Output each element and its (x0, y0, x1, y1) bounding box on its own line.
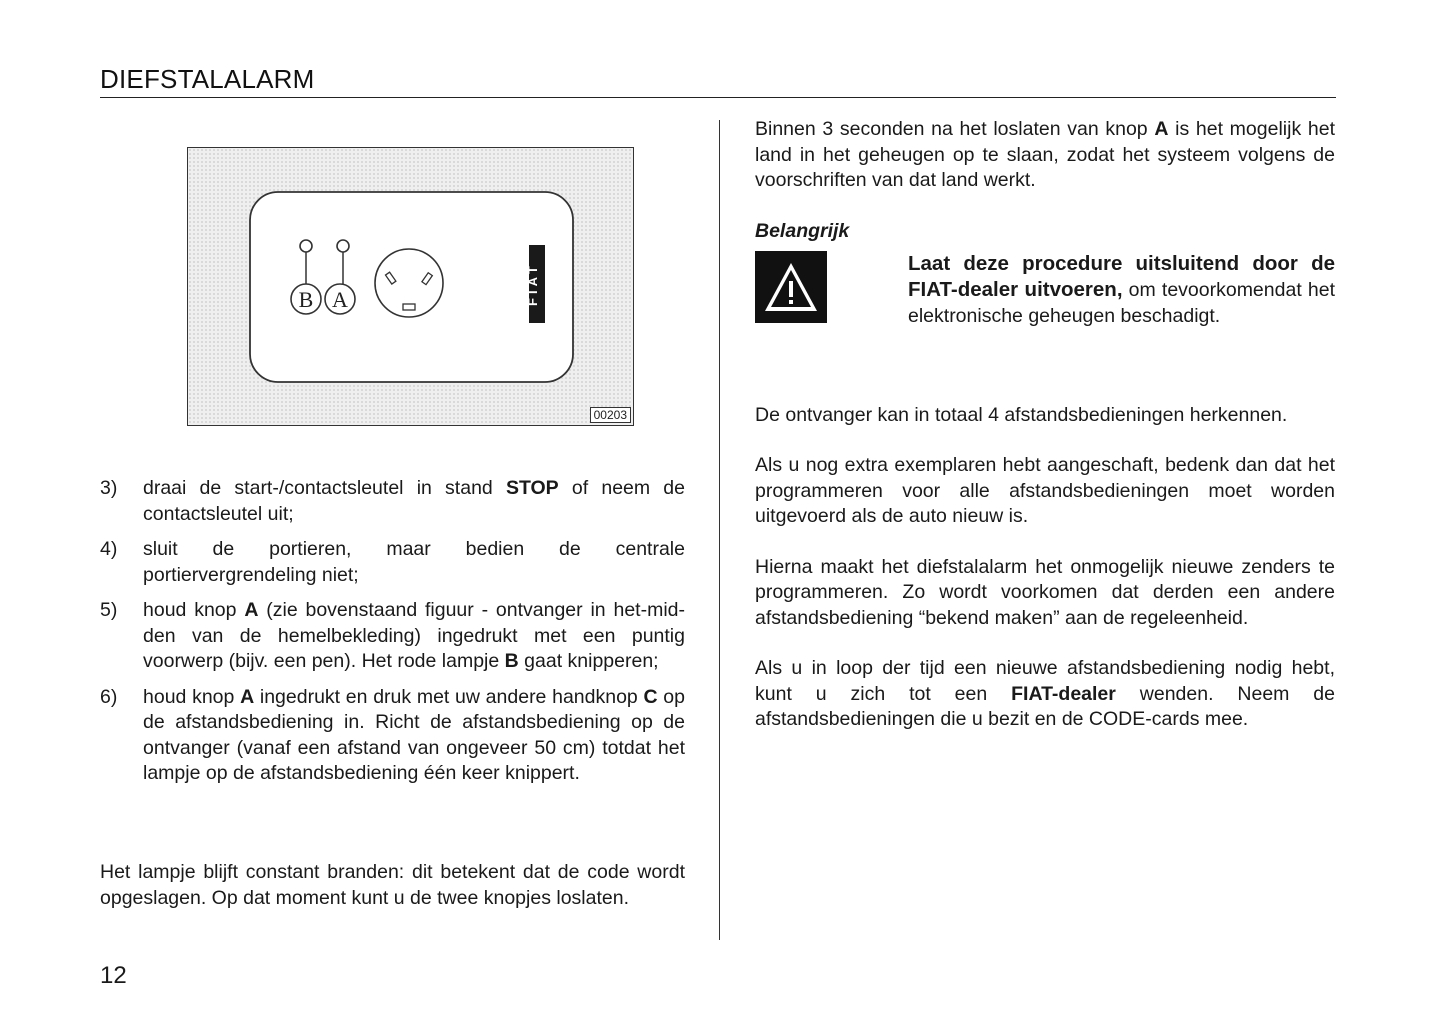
steps-list (100, 476, 685, 797)
result-paragraph: Het lampje blijft constant branden: dit betekent dat de code wordt opgeslagen. Op dat moment kunt u de twee knopjes loslaten. (100, 861, 685, 909)
page-title: DIEFSTALALARM (100, 64, 315, 94)
step-text: houd knop A (zie bovenstaand figuur - ontvanger in het-mid-den van de hemelbekleding) ingedrukt met een puntig voorwerp (bijv. een pen). Het rode lampje B gaat knipperen; (143, 599, 685, 672)
paragraph-extra-remotes: Als u nog extra exemplaren hebt aangeschaft, bedenk dan dat het programmeren voor alle afstandsbedieningen moet worden uitgevoerd als de auto nieuw is. (755, 454, 1335, 527)
page-number: 12 (100, 962, 127, 989)
step-text: draai de start-/contactsleutel in stand STOP of neem de contactsleutel uit; (143, 477, 686, 525)
step-number: 4) (100, 538, 118, 560)
paragraph-dealer: Als u in loop der tijd een nieuwe afstandsbediening nodig hebt, kunt u zich tot een FIAT-dealer wenden. Neem de afstandsbedieningen die u bezit en de CODE-cards mee. (755, 657, 1335, 730)
step-number: 3) (100, 477, 118, 499)
button-a-label: A (332, 287, 348, 312)
list-item (100, 685, 685, 787)
fiat-logo-text: FIAT (525, 262, 540, 306)
warning-triangle-icon (755, 251, 827, 323)
figure-code: 00203 (590, 407, 631, 423)
led-b-icon (300, 240, 312, 252)
right-column (755, 117, 1335, 733)
paragraph-country-setting: Binnen 3 seconden na het loslaten van knop A is het mogelijk het land in het geheugen op te slaan, zodat het systeem volgens de voorschriften van dat land werkt. (755, 118, 1335, 191)
receiver-figure (187, 147, 634, 426)
warning-box (755, 251, 1335, 331)
list-item (100, 598, 685, 675)
step-text: houd knop A ingedrukt en druk met uw andere handknop C op de afstandsbediening in. Richt de afstandsbediening op de ontvanger (vanaf een afstand van ongeveer 50 cm) totdat het lampje op de afstandsbediening één keer knippert. (143, 685, 685, 784)
step-text: sluit de portieren, maar bedien de centrale portiervergrendeling niet; (143, 538, 685, 586)
connector-socket-icon (375, 249, 443, 317)
step-number: 5) (100, 599, 118, 621)
list-item (100, 537, 685, 588)
list-item (100, 476, 685, 527)
column-divider (719, 120, 720, 940)
button-b-label: B (298, 287, 314, 312)
paragraph-lockout: Hierna maakt het diefstalalarm het onmogelijk nieuwe zenders te programmeren. Zo wordt voorkomen dat derden een andere afstandsbediening “bekend maken” aan de regeleenheid. (755, 555, 1335, 629)
header-rule (100, 97, 1336, 98)
led-a-icon (337, 240, 349, 252)
step-number: 6) (100, 685, 118, 708)
warning-text: Laat deze procedure uitsluitend door de FIAT-dealer uitvoeren, om tevoorkomendat het elektronische geheugen beschadigt. (908, 251, 1335, 327)
paragraph-capacity: De ontvanger kan in totaal 4 afstandsbedieningen herkennen. (755, 403, 1288, 426)
warning-heading: Belangrijk (755, 219, 850, 242)
receiver-illustration (188, 148, 635, 427)
